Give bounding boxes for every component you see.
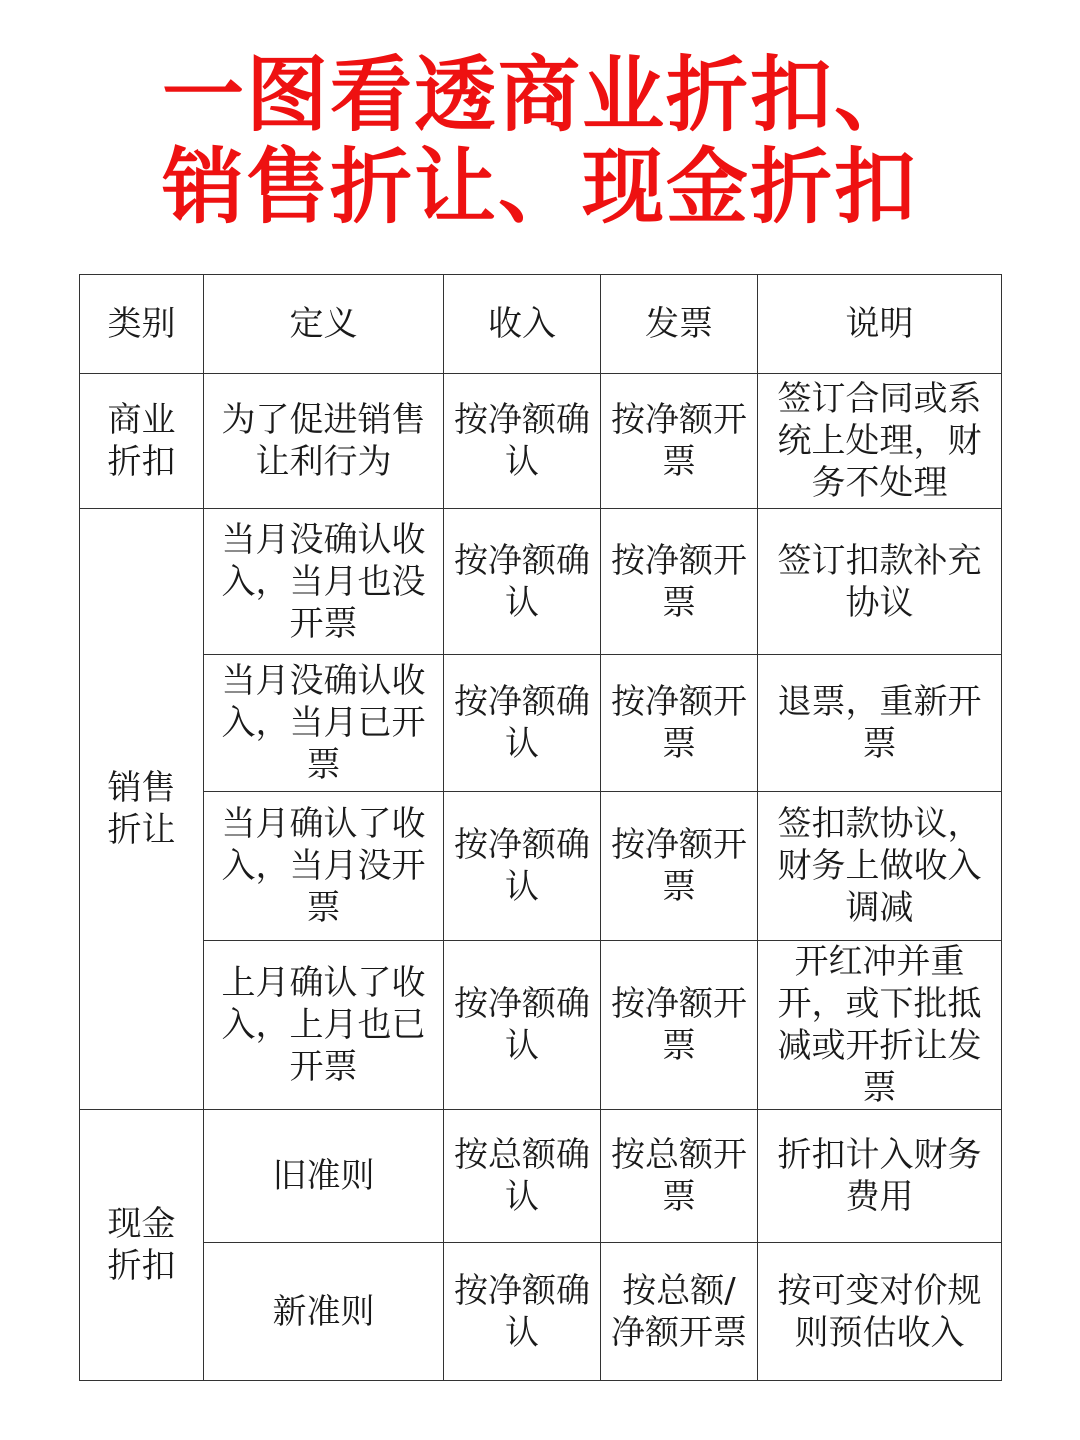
invoice-cell: 按净额开票 (601, 792, 758, 941)
note-cell: 退票，重新开票 (758, 655, 1002, 792)
invoice-cell: 按净额开票 (601, 374, 758, 509)
income-cell: 按净额确认 (444, 941, 601, 1110)
header-income: 收入 (444, 275, 601, 374)
definition-cell: 旧准则 (204, 1110, 444, 1243)
header-category: 类别 (80, 275, 204, 374)
table-row (80, 1110, 1002, 1243)
definition-cell: 当月没确认收入，当月已开票 (204, 655, 444, 792)
category-cash-discount: 现金折扣 (80, 1110, 204, 1381)
category-commercial-discount: 商业折扣 (80, 374, 204, 509)
invoice-cell: 按总额开票 (601, 1110, 758, 1243)
definition-cell: 上月确认了收入，上月也已开票 (204, 941, 444, 1110)
definition-cell: 当月没确认收入，当月也没开票 (204, 509, 444, 655)
definition-cell: 为了促进销售让利行为 (204, 374, 444, 509)
header-definition: 定义 (204, 275, 444, 374)
note-cell: 签扣款协议，财务上做收入调减 (758, 792, 1002, 941)
definition-cell: 当月确认了收入，当月没开票 (204, 792, 444, 941)
income-cell: 按净额确认 (444, 509, 601, 655)
note-cell: 按可变对价规则预估收入 (758, 1243, 1002, 1381)
income-cell: 按净额确认 (444, 374, 601, 509)
invoice-cell: 按总额/净额开票 (601, 1243, 758, 1381)
note-cell: 签订合同或系统上处理，财务不处理 (758, 374, 1002, 509)
invoice-cell: 按净额开票 (601, 655, 758, 792)
income-cell: 按总额确认 (444, 1110, 601, 1243)
table-row (80, 509, 1002, 655)
header-note: 说明 (758, 275, 1002, 374)
invoice-cell: 按净额开票 (601, 941, 758, 1110)
title-line-1: 一图看透商业折扣、 (161, 48, 918, 143)
note-cell: 开红冲并重开，或下批抵减或开折让发票 (758, 941, 1002, 1110)
table-row (80, 941, 1002, 1110)
table-row (80, 1243, 1002, 1381)
note-cell: 折扣计入财务费用 (758, 1110, 1002, 1243)
category-sales-allowance: 销售折让 (80, 509, 204, 1110)
header-invoice: 发票 (601, 275, 758, 374)
discount-comparison-table (79, 274, 1002, 1381)
table-row (80, 374, 1002, 509)
income-cell: 按净额确认 (444, 1243, 601, 1381)
table-row (80, 792, 1002, 941)
income-cell: 按净额确认 (444, 655, 601, 792)
page-title (0, 50, 1080, 234)
invoice-cell: 按净额开票 (601, 509, 758, 655)
definition-cell: 新准则 (204, 1243, 444, 1381)
table-header-row (80, 275, 1002, 374)
note-cell: 签订扣款补充协议 (758, 509, 1002, 655)
title-line-2: 销售折让、现金折扣 (161, 140, 918, 235)
table-row (80, 655, 1002, 792)
income-cell: 按净额确认 (444, 792, 601, 941)
